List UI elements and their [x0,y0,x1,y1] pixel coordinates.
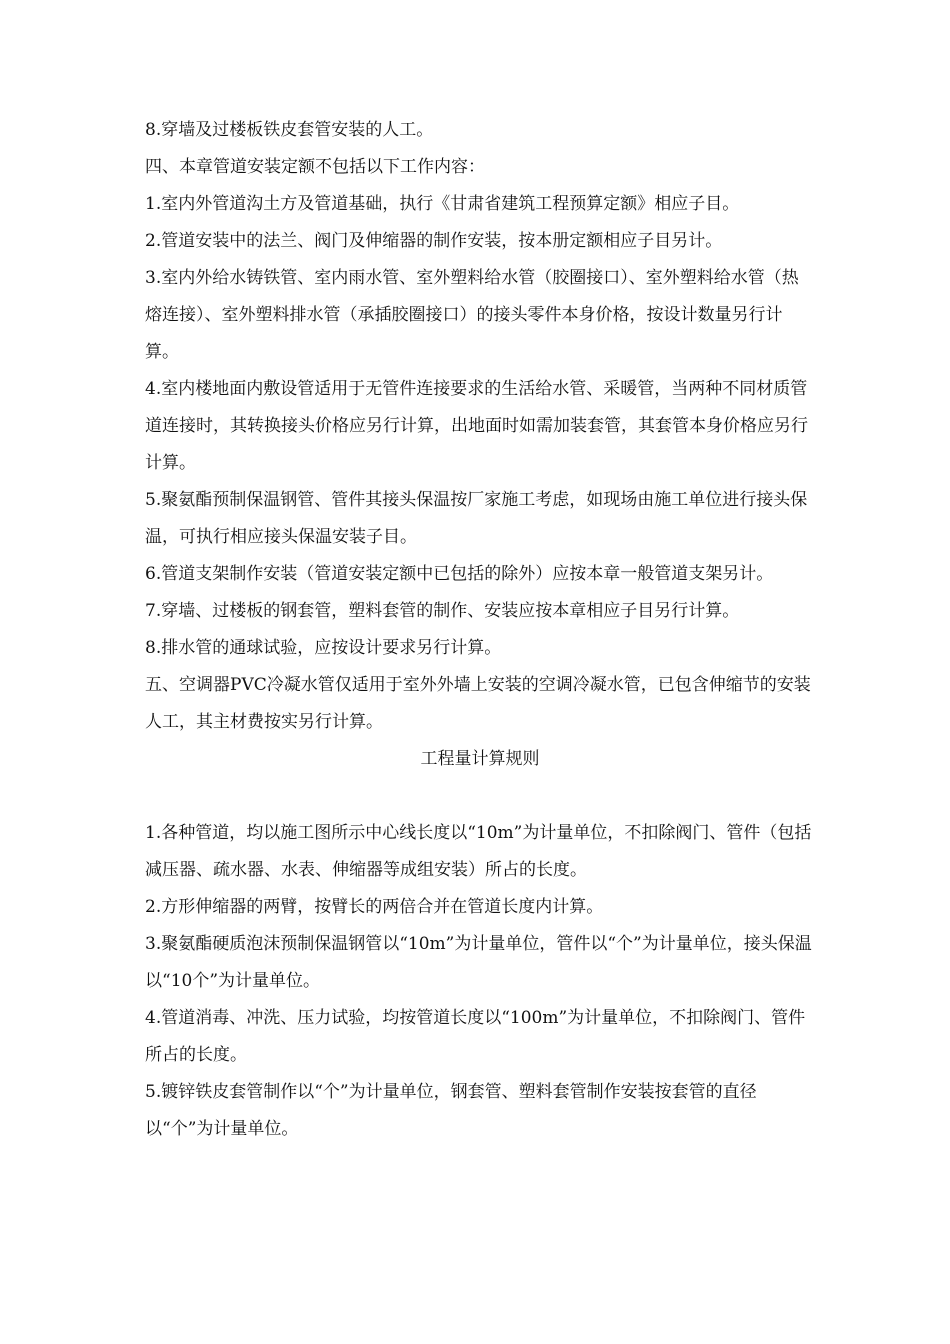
paragraph-rule-5: 5.镀锌铁皮套管制作以“个”为计量单位，钢套管、塑料套管制作安装按套管的直径以“个”为计量单位。 [145,1082,757,1139]
document-page [145,112,815,1148]
paragraph-section-five: 五、空调器PVC冷凝水管仅适用于室外外墙上安装的空调冷凝水管，已包含伸缩节的安装人工，其主材费按实另行计算。 [145,675,811,732]
paragraph-exclusion-3: 3.室内外给水铸铁管、室内雨水管、室外塑料给水管（胶圈接口）、室外塑料给水管（热熔连接）、室外塑料排水管（承插胶圈接口）的接头零件本身价格，按设计数量另行计算。 [145,268,799,362]
paragraph-exclusion-2: 2.管道安装中的法兰、阀门及伸缩器的制作安装，按本册定额相应子目另计。 [145,231,723,251]
paragraph-exclusion-1: 1.室内外管道沟土方及管道基础，执行《甘肃省建筑工程预算定额》相应子目。 [145,194,740,214]
section-title: 工程量计算规则 [420,749,540,769]
paragraph-exclusion-5: 5.聚氨酯预制保温钢管、管件其接头保温按厂家施工考虑，如现场由施工单位进行接头保温，可执行相应接头保温安装子目。 [145,490,808,547]
paragraph-exclusion-4: 4.室内楼地面内敷设管适用于无管件连接要求的生活给水管、采暖管，当两种不同材质管道连接时，其转换接头价格应另行计算，出地面时如需加装套管，其套管本身价格应另行计算。 [145,379,808,473]
paragraph-section-four-heading: 四、本章管道安装定额不包括以下工作内容： [145,157,485,177]
paragraph-item-8-labor: 8.穿墙及过楼板铁皮套管安装的人工。 [145,120,434,140]
paragraph-rule-1: 1.各种管道，均以施工图所示中心线长度以“10m”为计量单位，不扣除阀门、管件（包括减压器、疏水器、水表、伸缩器等成组安装）所占的长度。 [145,823,812,880]
paragraph-rule-3: 3.聚氨酯硬质泡沫预制保温钢管以“10m”为计量单位，管件以“个”为计量单位，接头保温以“10个”为计量单位。 [145,934,812,991]
paragraph-exclusion-6: 6.管道支架制作安装（管道安装定额中已包括的除外）应按本章一般管道支架另计。 [145,564,774,584]
paragraph-exclusion-7: 7.穿墙、过楼板的钢套管，塑料套管的制作、安装应按本章相应子目另行计算。 [145,601,740,621]
paragraph-rule-2: 2.方形伸缩器的两臂，按臂长的两倍合并在管道长度内计算。 [145,897,604,917]
paragraph-rule-4: 4.管道消毒、冲洗、压力试验，均按管道长度以“100m”为计量单位，不扣除阀门、管件所占的长度。 [145,1008,806,1065]
paragraph-exclusion-8: 8.排水管的通球试验，应按设计要求另行计算。 [145,638,502,658]
